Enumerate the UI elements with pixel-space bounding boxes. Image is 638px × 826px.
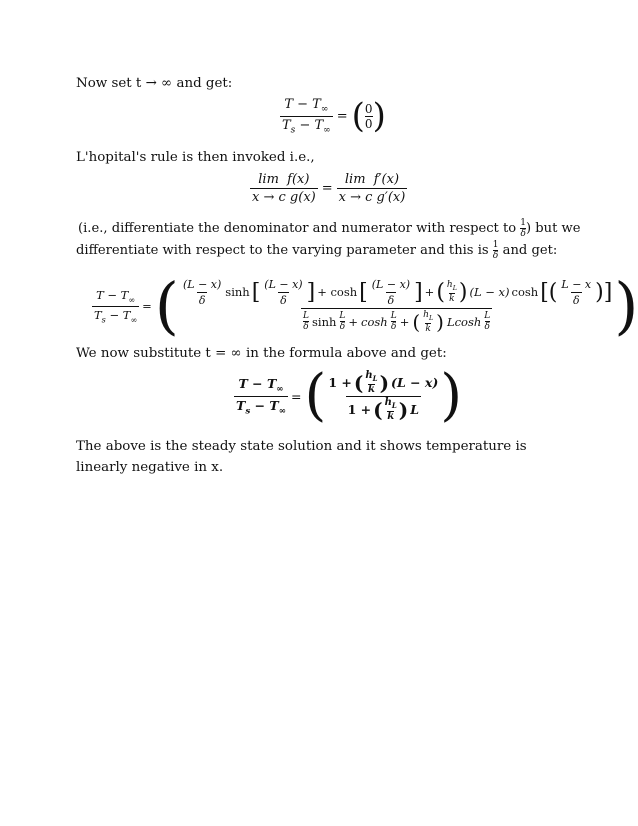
equation-lhopital-rule bbox=[250, 172, 407, 205]
f-of-x: f(x) bbox=[287, 172, 310, 187]
equation-lhs-fraction bbox=[280, 97, 333, 135]
left-paren: ( bbox=[351, 96, 365, 137]
paragraph-text: and get: bbox=[498, 243, 558, 258]
lhs-temperature-ratio: $\frac{T - T_\infty}{T_s - T_\infty}$ bbox=[236, 376, 287, 416]
inline-one-over-delta: $\frac{1}{\delta}$ bbox=[520, 218, 527, 239]
paragraph-varying-parameter bbox=[76, 240, 576, 261]
rhs-numerator: $\frac{(L - x)}{\delta}$ sinh [ $\frac{(L - x)}{\delta}$ ] + cosh [ $\frac{(L - x)}{\delta}$ ] + ( $h_L$ k ) (L − x) cosh [( $\frac{L - x}{\delta}$ )] bbox=[182, 277, 613, 307]
equation-limit-form bbox=[280, 97, 386, 135]
equals-sign: = bbox=[336, 108, 348, 124]
g-prime-of-x: g′(x) bbox=[376, 190, 406, 205]
rhs-denominator: L δ sinh L δ + cosh L δ + ( $h_L$ k ) Lcosh L δ bbox=[303, 309, 491, 335]
paragraph-differentiate bbox=[78, 218, 581, 239]
lim-label: lim bbox=[344, 172, 366, 187]
f-prime-of-x: f′(x) bbox=[373, 172, 400, 187]
right-paren: ) bbox=[614, 269, 638, 342]
paragraph-conclusion bbox=[76, 436, 546, 478]
right-paren: ) bbox=[372, 96, 386, 137]
paragraph-set-t-infinity bbox=[76, 73, 576, 94]
equals-sign: = bbox=[142, 299, 152, 313]
left-paren: ( bbox=[154, 269, 179, 342]
equation-numerator: $T - T_\infty$ bbox=[284, 97, 329, 115]
zero-over-zero bbox=[365, 102, 373, 131]
limit-subscript: x → c bbox=[338, 190, 373, 205]
paragraph-text: The above is the steady state solution and it shows temperature is linearly negative in x. bbox=[76, 439, 527, 475]
lim-label: lim bbox=[258, 172, 279, 187]
rhs-steady-fraction bbox=[326, 371, 440, 422]
equals-sign: = bbox=[291, 388, 302, 404]
rhs-denominator: 1 + ( $h_L$ k ) L bbox=[347, 396, 420, 422]
rhs-numerator: 1 + ( $h_L$ k ) (L − x) bbox=[328, 369, 439, 395]
paragraph-text: (i.e., differentiate the denominator and numerator with respect to bbox=[78, 221, 521, 236]
equals-sign: = bbox=[321, 181, 333, 196]
zero-denominator: 0 bbox=[364, 116, 373, 131]
rhs-limit-fraction bbox=[337, 172, 408, 205]
rhs-large-fraction bbox=[179, 278, 614, 335]
paragraph-text: We now substitute t = ∞ in the formula above and get: bbox=[76, 346, 447, 361]
lhs-limit-fraction bbox=[250, 172, 318, 205]
zero-numerator: 0 bbox=[364, 101, 373, 116]
paragraph-lhopital bbox=[76, 147, 576, 168]
paragraph-text: L'hopital's rule is then invoked i.e., bbox=[76, 150, 315, 165]
inline-one-over-delta: $\frac{1}{\delta}$ bbox=[492, 240, 499, 261]
limit-subscript: x → c bbox=[252, 190, 286, 205]
paragraph-text: Now set t → ∞ and get: bbox=[76, 76, 233, 91]
left-paren: ( bbox=[304, 363, 327, 428]
paragraph-text: differentiate with respect to the varying parameter and this is bbox=[76, 243, 493, 258]
equation-transient-solution bbox=[92, 269, 638, 342]
lhs-temperature-ratio: $\frac{T - T_\infty}{T_s - T_\infty}$ bbox=[94, 288, 138, 324]
equation-denominator: $T_s - T_\infty$ bbox=[282, 117, 331, 136]
equation-steady-state bbox=[234, 363, 463, 428]
paragraph-text: ) but we bbox=[526, 221, 581, 236]
g-of-x: g(x) bbox=[289, 190, 316, 205]
right-paren: ) bbox=[440, 363, 463, 428]
paragraph-substitute bbox=[76, 343, 576, 364]
